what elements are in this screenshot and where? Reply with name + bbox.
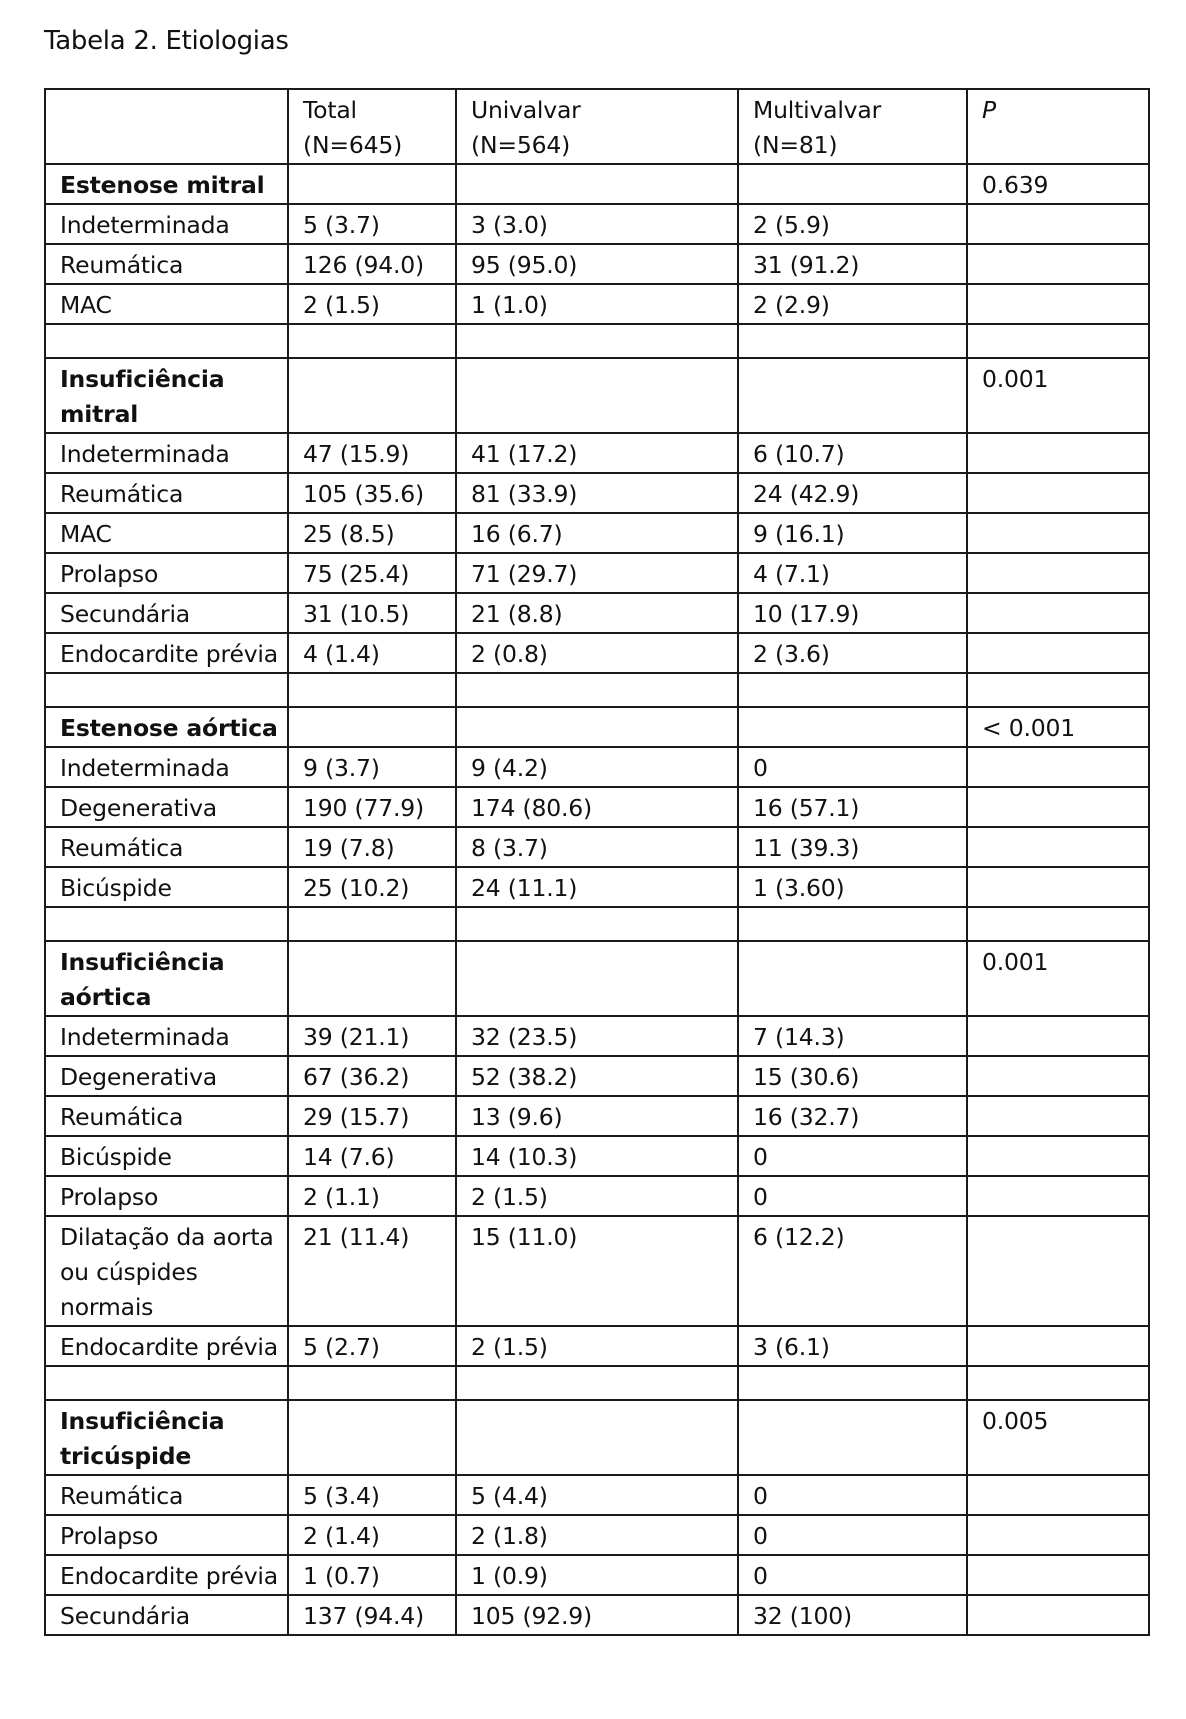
empty-cell [456,164,738,204]
empty-cell [45,324,288,358]
row-label: Indeterminada [45,747,288,787]
section-header-row [45,941,1149,1016]
section-p-value: 0.001 [967,358,1149,433]
row-label: Reumática [45,827,288,867]
univalvar-value: 71 (29.7) [456,553,738,593]
row-label: Prolapso [45,1176,288,1216]
p-value-empty [967,1515,1149,1555]
table-row [45,1136,1149,1176]
section-p-value: 0.001 [967,941,1149,1016]
p-value-empty [967,1326,1149,1366]
table-row [45,827,1149,867]
multivalvar-value: 0 [738,1515,967,1555]
univalvar-value: 16 (6.7) [456,513,738,553]
row-label: Reumática [45,244,288,284]
total-value: 1 (0.7) [288,1555,456,1595]
row-label: MAC [45,513,288,553]
multivalvar-value: 0 [738,1176,967,1216]
total-value: 31 (10.5) [288,593,456,633]
header-total: Total (N=645) [288,89,456,164]
row-label: Indeterminada [45,433,288,473]
multivalvar-value: 6 (10.7) [738,433,967,473]
empty-cell [967,673,1149,707]
total-value: 25 (8.5) [288,513,456,553]
total-value: 2 (1.1) [288,1176,456,1216]
empty-cell [738,907,967,941]
p-value-empty [967,433,1149,473]
total-value: 137 (94.4) [288,1595,456,1635]
univalvar-value: 14 (10.3) [456,1136,738,1176]
p-value-empty [967,1016,1149,1056]
empty-cell [738,358,967,433]
row-label: Secundária [45,1595,288,1635]
multivalvar-value: 0 [738,747,967,787]
row-label: Endocardite prévia [45,1326,288,1366]
row-label: Reumática [45,1096,288,1136]
multivalvar-value: 7 (14.3) [738,1016,967,1056]
multivalvar-value: 1 (3.60) [738,867,967,907]
p-value-empty [967,553,1149,593]
section-title: Estenose aórtica [45,707,288,747]
p-value-empty [967,1056,1149,1096]
multivalvar-value: 2 (5.9) [738,204,967,244]
total-value: 2 (1.5) [288,284,456,324]
total-value: 2 (1.4) [288,1515,456,1555]
header-univalvar: Univalvar (N=564) [456,89,738,164]
header-p: P [967,89,1149,164]
table-body [45,89,1149,1635]
row-label: Degenerativa [45,787,288,827]
univalvar-value: 13 (9.6) [456,1096,738,1136]
row-label: Indeterminada [45,204,288,244]
univalvar-value: 8 (3.7) [456,827,738,867]
empty-cell [738,673,967,707]
univalvar-value: 105 (92.9) [456,1595,738,1635]
empty-cell [456,1400,738,1475]
row-label: Bicúspide [45,1136,288,1176]
header-multivalvar: Multivalvar (N=81) [738,89,967,164]
p-value-empty [967,1595,1149,1635]
total-value: 9 (3.7) [288,747,456,787]
p-value-empty [967,1176,1149,1216]
p-value-empty [967,473,1149,513]
total-value: 39 (21.1) [288,1016,456,1056]
p-value-empty [967,1475,1149,1515]
row-label: Endocardite prévia [45,1555,288,1595]
section-p-value: 0.639 [967,164,1149,204]
empty-cell [456,1366,738,1400]
header-row [45,89,1149,164]
spacer-row [45,1366,1149,1400]
empty-cell [738,324,967,358]
empty-cell [288,358,456,433]
table-row [45,1096,1149,1136]
p-value-empty [967,204,1149,244]
empty-cell [45,907,288,941]
total-value: 47 (15.9) [288,433,456,473]
table-row [45,1016,1149,1056]
empty-cell [967,1366,1149,1400]
empty-cell [288,1366,456,1400]
row-label: Reumática [45,473,288,513]
empty-cell [738,1366,967,1400]
row-label: Dilatação da aorta ou cúspides normais [45,1216,288,1326]
univalvar-value: 52 (38.2) [456,1056,738,1096]
table-row [45,1595,1149,1635]
row-label: Endocardite prévia [45,633,288,673]
table-caption: Tabela 2. Etiologias [44,26,289,56]
table-row [45,1176,1149,1216]
empty-cell [967,907,1149,941]
table-row [45,1475,1149,1515]
univalvar-value: 1 (0.9) [456,1555,738,1595]
row-label: Degenerativa [45,1056,288,1096]
total-value: 21 (11.4) [288,1216,456,1326]
multivalvar-value: 0 [738,1136,967,1176]
univalvar-value: 2 (1.5) [456,1176,738,1216]
section-p-value: < 0.001 [967,707,1149,747]
table-row [45,553,1149,593]
p-value-empty [967,1555,1149,1595]
table-row [45,1555,1149,1595]
empty-cell [456,941,738,1016]
univalvar-value: 2 (1.5) [456,1326,738,1366]
table-row [45,513,1149,553]
total-value: 105 (35.6) [288,473,456,513]
section-header-row [45,707,1149,747]
total-value: 75 (25.4) [288,553,456,593]
table-row [45,1056,1149,1096]
multivalvar-value: 9 (16.1) [738,513,967,553]
empty-cell [738,1400,967,1475]
empty-cell [456,707,738,747]
empty-cell [456,324,738,358]
multivalvar-value: 3 (6.1) [738,1326,967,1366]
p-value-empty [967,593,1149,633]
empty-cell [738,164,967,204]
total-value: 25 (10.2) [288,867,456,907]
univalvar-value: 81 (33.9) [456,473,738,513]
total-value: 126 (94.0) [288,244,456,284]
multivalvar-value: 11 (39.3) [738,827,967,867]
total-value: 19 (7.8) [288,827,456,867]
spacer-row [45,673,1149,707]
row-label: Bicúspide [45,867,288,907]
total-value: 29 (15.7) [288,1096,456,1136]
univalvar-value: 21 (8.8) [456,593,738,633]
total-value: 5 (3.4) [288,1475,456,1515]
total-value: 4 (1.4) [288,633,456,673]
row-label: Indeterminada [45,1016,288,1056]
row-label: Prolapso [45,553,288,593]
table-row [45,1216,1149,1326]
empty-cell [456,673,738,707]
row-label: Prolapso [45,1515,288,1555]
univalvar-value: 95 (95.0) [456,244,738,284]
total-value: 5 (2.7) [288,1326,456,1366]
univalvar-value: 2 (1.8) [456,1515,738,1555]
table-row [45,1515,1149,1555]
section-header-row [45,1400,1149,1475]
section-title: Insuficiência mitral [45,358,288,433]
table-row [45,473,1149,513]
empty-cell [288,1400,456,1475]
table-row [45,433,1149,473]
section-title: Insuficiência tricúspide [45,1400,288,1475]
p-value-empty [967,513,1149,553]
univalvar-value: 174 (80.6) [456,787,738,827]
row-label: Secundária [45,593,288,633]
empty-cell [288,673,456,707]
section-title: Estenose mitral [45,164,288,204]
empty-cell [288,707,456,747]
section-p-value: 0.005 [967,1400,1149,1475]
p-value-empty [967,747,1149,787]
p-value-empty [967,1096,1149,1136]
table-row [45,867,1149,907]
p-value-empty [967,787,1149,827]
p-value-empty [967,1216,1149,1326]
empty-cell [288,907,456,941]
multivalvar-value: 0 [738,1555,967,1595]
header-empty-cell [45,89,288,164]
p-value-empty [967,633,1149,673]
multivalvar-value: 15 (30.6) [738,1056,967,1096]
empty-cell [288,324,456,358]
p-value-empty [967,284,1149,324]
table-row [45,204,1149,244]
table-row [45,747,1149,787]
multivalvar-value: 2 (2.9) [738,284,967,324]
multivalvar-value: 24 (42.9) [738,473,967,513]
p-value-empty [967,827,1149,867]
p-value-empty [967,1136,1149,1176]
multivalvar-value: 16 (32.7) [738,1096,967,1136]
univalvar-value: 3 (3.0) [456,204,738,244]
multivalvar-value: 16 (57.1) [738,787,967,827]
multivalvar-value: 31 (91.2) [738,244,967,284]
univalvar-value: 32 (23.5) [456,1016,738,1056]
empty-cell [738,941,967,1016]
etiologies-table [44,88,1150,1636]
table-row [45,787,1149,827]
section-title: Insuficiência aórtica [45,941,288,1016]
multivalvar-value: 2 (3.6) [738,633,967,673]
total-value: 67 (36.2) [288,1056,456,1096]
empty-cell [45,673,288,707]
total-value: 190 (77.9) [288,787,456,827]
table-row [45,1326,1149,1366]
univalvar-value: 9 (4.2) [456,747,738,787]
univalvar-value: 24 (11.1) [456,867,738,907]
table-row [45,244,1149,284]
row-label: MAC [45,284,288,324]
multivalvar-value: 32 (100) [738,1595,967,1635]
table-row [45,284,1149,324]
empty-cell [456,358,738,433]
row-label: Reumática [45,1475,288,1515]
empty-cell [288,941,456,1016]
multivalvar-value: 10 (17.9) [738,593,967,633]
univalvar-value: 5 (4.4) [456,1475,738,1515]
total-value: 14 (7.6) [288,1136,456,1176]
table-row [45,593,1149,633]
univalvar-value: 1 (1.0) [456,284,738,324]
total-value: 5 (3.7) [288,204,456,244]
univalvar-value: 2 (0.8) [456,633,738,673]
table-row [45,633,1149,673]
multivalvar-value: 6 (12.2) [738,1216,967,1326]
empty-cell [738,707,967,747]
spacer-row [45,907,1149,941]
univalvar-value: 15 (11.0) [456,1216,738,1326]
multivalvar-value: 0 [738,1475,967,1515]
section-header-row [45,164,1149,204]
univalvar-value: 41 (17.2) [456,433,738,473]
p-value-empty [967,867,1149,907]
empty-cell [288,164,456,204]
spacer-row [45,324,1149,358]
empty-cell [45,1366,288,1400]
section-header-row [45,358,1149,433]
multivalvar-value: 4 (7.1) [738,553,967,593]
empty-cell [456,907,738,941]
empty-cell [967,324,1149,358]
p-value-empty [967,244,1149,284]
